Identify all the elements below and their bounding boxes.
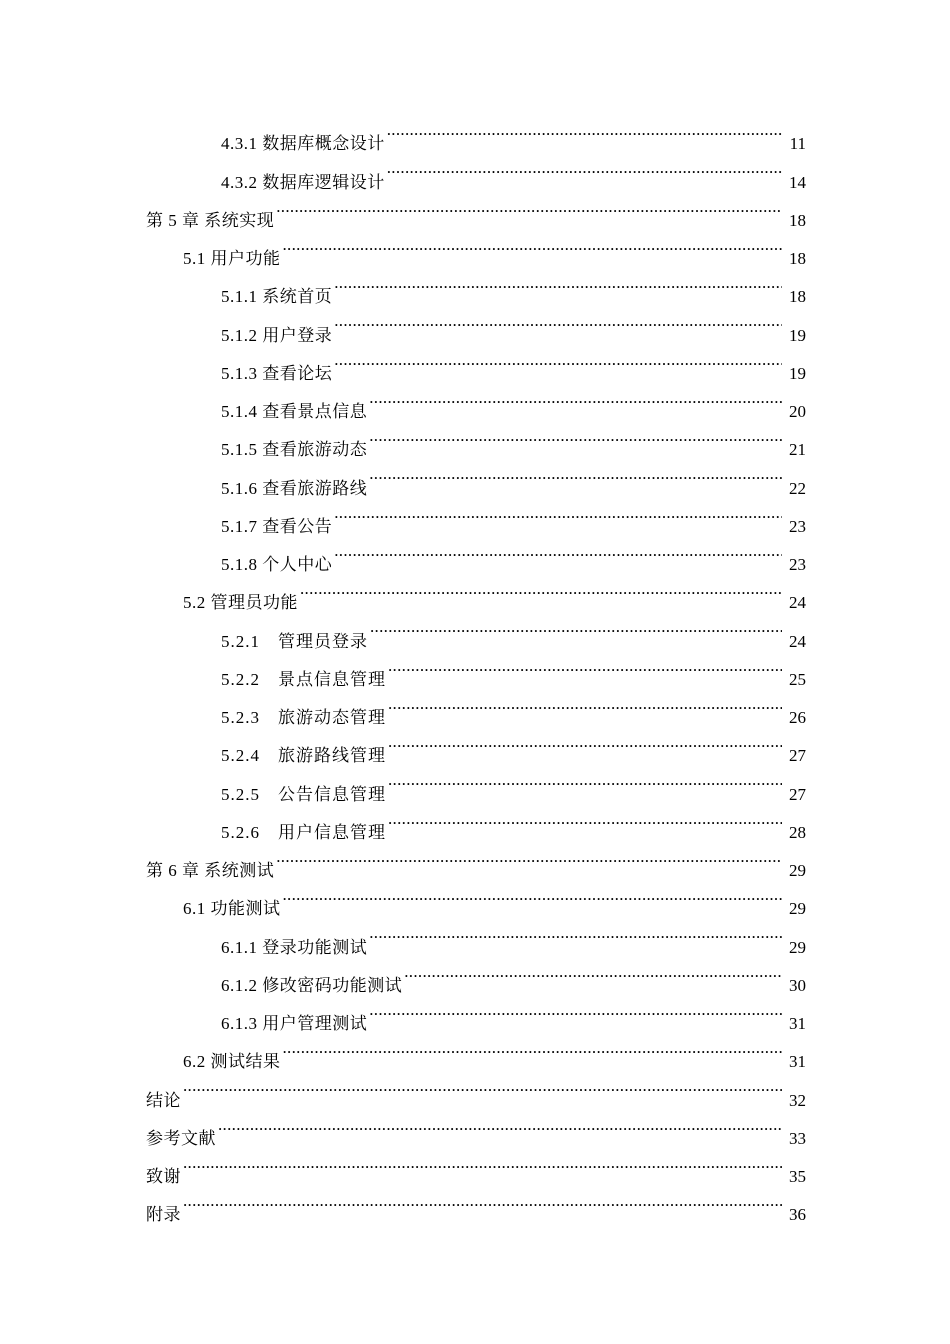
toc-dot-leader xyxy=(283,876,783,914)
toc-entry-page: 19 xyxy=(789,325,806,345)
toc-entry-6-1-3[interactable] xyxy=(0,991,950,1033)
toc-entry-page: 18 xyxy=(789,210,806,230)
toc-entry-page: 22 xyxy=(789,478,806,498)
toc-entry-label: 5.2.3 旅游动态管理 xyxy=(221,708,386,727)
toc-entry-5-1-3[interactable] xyxy=(0,341,950,383)
toc-dot-leader xyxy=(334,532,782,570)
toc-dot-leader xyxy=(334,341,782,379)
toc-dot-leader xyxy=(369,379,782,417)
toc-entry-6-1-2[interactable] xyxy=(0,953,950,995)
toc-entry-5-2-5[interactable] xyxy=(0,761,950,804)
toc-entry-label: 参考文献 xyxy=(146,1128,216,1148)
toc-entry-page: 27 xyxy=(789,784,806,804)
toc-entry-acknowledgements[interactable] xyxy=(0,1144,950,1186)
toc-entry-page: 21 xyxy=(789,440,806,460)
toc-entry-label: 6.1.3 用户管理测试 xyxy=(221,1014,368,1033)
toc-entry-appendix[interactable] xyxy=(0,1182,950,1225)
toc-entry-page: 33 xyxy=(789,1128,806,1148)
toc-entry-label: 5.1.8 个人中心 xyxy=(221,555,333,574)
toc-dot-leader xyxy=(276,838,782,876)
toc-entry-label: 5.2 管理员功能 xyxy=(183,593,298,613)
toc-entry-page: 35 xyxy=(789,1167,806,1186)
toc-entry-page: 19 xyxy=(789,363,806,383)
toc-entry-label: 5.2.2 景点信息管理 xyxy=(221,669,386,689)
toc-entry-page: 14 xyxy=(789,172,806,192)
toc-entry-5-1-6[interactable] xyxy=(0,455,950,498)
toc-entry-page: 11 xyxy=(789,134,806,154)
toc-entry-label: 结论 xyxy=(146,1090,181,1110)
toc-dot-leader xyxy=(369,455,782,493)
toc-entry-label: 4.3.1 数据库概念设计 xyxy=(221,134,385,154)
toc-dot-leader xyxy=(388,723,782,761)
toc-entry-page: 26 xyxy=(789,708,806,727)
toc-entry-4-3-1[interactable] xyxy=(0,111,950,154)
toc-entry-chapter-5[interactable] xyxy=(0,188,950,230)
toc-entry-page: 23 xyxy=(789,516,806,536)
toc-entry-4-3-2[interactable] xyxy=(0,149,950,192)
toc-dot-leader xyxy=(369,417,782,455)
toc-dot-leader xyxy=(183,1067,782,1105)
toc-entry-5-1-8[interactable] xyxy=(0,532,950,574)
toc-entry-5-2-4[interactable] xyxy=(0,723,950,766)
toc-entry-label: 5.2.5 公告信息管理 xyxy=(221,784,386,804)
toc-dot-leader xyxy=(276,188,782,226)
toc-entry-5-1-2[interactable] xyxy=(0,302,950,345)
toc-entry-page: 27 xyxy=(789,746,806,766)
toc-entry-page: 31 xyxy=(789,1052,806,1072)
toc-dot-leader xyxy=(369,991,782,1029)
toc-dot-leader xyxy=(370,608,782,646)
toc-entry-page: 29 xyxy=(789,899,806,919)
toc-dot-leader xyxy=(388,647,782,685)
toc-entry-chapter-6[interactable] xyxy=(0,838,950,880)
toc-dot-leader xyxy=(334,302,782,340)
toc-entry-label: 5.2.4 旅游路线管理 xyxy=(221,746,386,766)
toc-dot-leader xyxy=(300,570,782,608)
toc-entry-page: 24 xyxy=(789,631,806,651)
toc-entry-page: 29 xyxy=(789,861,806,880)
toc-dot-leader xyxy=(183,1182,782,1220)
toc-dot-leader xyxy=(388,800,782,838)
toc-entry-label: 6.1 功能测试 xyxy=(183,899,281,919)
toc-dot-leader xyxy=(183,1144,782,1182)
toc-entry-page: 20 xyxy=(789,402,806,421)
toc-entry-6-1-1[interactable] xyxy=(0,914,950,957)
toc-entry-page: 18 xyxy=(789,287,806,307)
toc-dot-leader xyxy=(388,761,782,799)
toc-entry-page: 28 xyxy=(789,822,806,842)
toc-entry-label: 6.1.1 登录功能测试 xyxy=(221,937,368,957)
toc-entry-label: 5.1 用户功能 xyxy=(183,249,281,268)
toc-entry-references[interactable] xyxy=(0,1106,950,1148)
toc-entry-page: 23 xyxy=(789,555,806,574)
toc-entry-label: 致谢 xyxy=(146,1167,181,1186)
toc-dot-leader xyxy=(387,149,782,187)
toc-entry-6-2[interactable] xyxy=(0,1029,950,1072)
toc-entry-5-2-1[interactable] xyxy=(0,608,950,651)
toc-entry-5-1[interactable] xyxy=(0,226,950,268)
toc-entry-label: 5.1.5 查看旅游动态 xyxy=(221,440,368,460)
table-of-contents xyxy=(0,111,950,1225)
toc-entry-label: 5.1.3 查看论坛 xyxy=(221,363,333,383)
toc-entry-6-1[interactable] xyxy=(0,876,950,919)
toc-entry-5-2[interactable] xyxy=(0,570,950,613)
toc-entry-label: 6.1.2 修改密码功能测试 xyxy=(221,975,403,995)
toc-entry-label: 5.1.1 系统首页 xyxy=(221,287,333,307)
toc-dot-leader xyxy=(388,685,782,723)
toc-dot-leader xyxy=(283,1029,783,1067)
toc-dot-leader xyxy=(218,1106,782,1144)
toc-dot-leader xyxy=(369,914,782,952)
toc-dot-leader xyxy=(334,494,782,532)
toc-entry-page: 31 xyxy=(789,1014,806,1033)
toc-entry-5-1-7[interactable] xyxy=(0,494,950,536)
toc-entry-label: 5.1.2 用户登录 xyxy=(221,325,333,345)
toc-entry-label: 6.2 测试结果 xyxy=(183,1052,281,1072)
toc-entry-page: 24 xyxy=(789,593,806,613)
toc-entry-label: 5.1.6 查看旅游路线 xyxy=(221,478,368,498)
toc-entry-label: 5.2.1 管理员登录 xyxy=(221,631,368,651)
toc-entry-page: 32 xyxy=(789,1090,806,1110)
toc-entry-page: 18 xyxy=(789,249,806,268)
toc-entry-label: 第 5 章 系统实现 xyxy=(146,210,275,230)
toc-entry-label: 4.3.2 数据库逻辑设计 xyxy=(221,172,385,192)
toc-entry-5-1-5[interactable] xyxy=(0,417,950,460)
toc-entry-page: 29 xyxy=(789,937,806,957)
toc-entry-conclusion[interactable] xyxy=(0,1067,950,1110)
toc-entry-label: 附录 xyxy=(146,1205,181,1225)
toc-entry-label: 5.1.7 查看公告 xyxy=(221,516,333,536)
toc-entry-page: 36 xyxy=(789,1205,806,1225)
toc-entry-5-1-1[interactable] xyxy=(0,264,950,307)
toc-dot-leader xyxy=(334,264,782,302)
toc-entry-5-2-3[interactable] xyxy=(0,685,950,727)
toc-entry-label: 5.1.4 查看景点信息 xyxy=(221,402,368,421)
toc-dot-leader xyxy=(404,953,782,991)
toc-dot-leader xyxy=(283,226,783,264)
toc-entry-label: 第 6 章 系统测试 xyxy=(146,861,275,880)
toc-entry-5-1-4[interactable] xyxy=(0,379,950,421)
toc-entry-5-2-2[interactable] xyxy=(0,647,950,689)
toc-entry-page: 30 xyxy=(789,975,806,995)
toc-entry-5-2-6[interactable] xyxy=(0,800,950,842)
toc-dot-leader xyxy=(387,111,782,149)
toc-entry-label: 5.2.6 用户信息管理 xyxy=(221,822,386,842)
toc-entry-page: 25 xyxy=(789,669,806,689)
